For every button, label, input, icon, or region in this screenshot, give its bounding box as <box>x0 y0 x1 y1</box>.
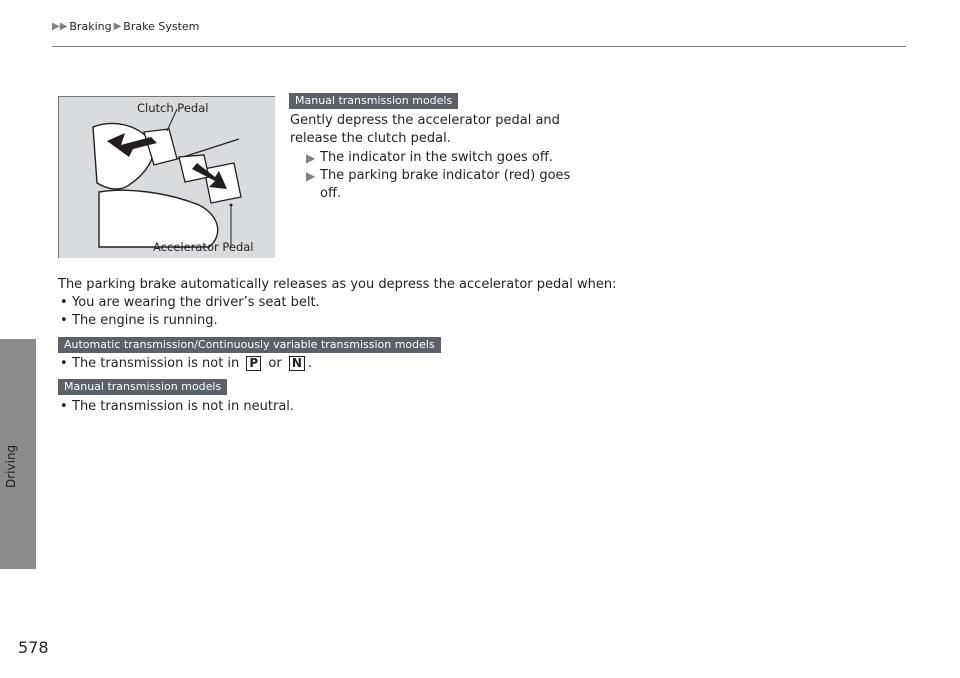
neutral-key: N <box>289 356 305 371</box>
result-arrow-icon: ▶ <box>306 169 316 183</box>
sentence-period: . <box>307 356 312 371</box>
instruction-line-1: Gently depress the accelerator pedal and <box>290 113 560 128</box>
auto-release-intro: The parking brake automatically releases as you depress the accelerator pedal when: <box>58 277 617 292</box>
result-text-1: The indicator in the switch goes off. <box>320 150 553 165</box>
bullet-icon: • <box>60 356 68 371</box>
breadcrumb-arrow-icon: ▶▶ <box>52 21 68 32</box>
accelerator-pedal-label: Accelerator Pedal <box>153 240 254 254</box>
clutch-pedal-label: Clutch Pedal <box>137 101 209 115</box>
result-text-2: The parking brake indicator (red) goes <box>320 168 571 183</box>
breadcrumb <box>52 20 199 33</box>
instruction-line-2: release the clutch pedal. <box>290 131 451 146</box>
pedal-drawing <box>59 97 275 258</box>
list-item <box>60 355 312 373</box>
list-item <box>60 398 294 416</box>
list-item <box>60 294 320 312</box>
breadcrumb-arrow-icon: ▶ <box>113 21 122 32</box>
result-step-2 <box>306 167 570 185</box>
breadcrumb-section[interactable]: Braking <box>69 20 112 33</box>
pedal-illustration <box>58 96 275 258</box>
bullet-icon: • <box>60 313 68 328</box>
list-item-text: The engine is running. <box>72 313 218 328</box>
result-arrow-icon: ▶ <box>306 151 316 165</box>
manual-transmission-tag: Manual transmission models <box>289 93 458 109</box>
list-item-text: You are wearing the driver’s seat belt. <box>72 295 320 310</box>
automatic-transmission-tag: Automatic transmission/Continuously variable transmission models <box>58 337 441 353</box>
bullet-icon: • <box>60 399 68 414</box>
park-key: P <box>246 356 261 371</box>
manual-transmission-tag: Manual transmission models <box>58 379 227 395</box>
transmission-prefix: The transmission is not in <box>72 356 240 371</box>
result-text-2-cont: off. <box>320 186 342 201</box>
or-text: or <box>268 356 282 371</box>
breadcrumb-page[interactable]: Brake System <box>123 20 200 33</box>
bullet-icon: • <box>60 295 68 310</box>
header-divider <box>52 46 906 47</box>
result-step-1 <box>306 149 553 167</box>
list-item-text <box>72 355 312 373</box>
list-item-text: The transmission is not in neutral. <box>72 399 295 414</box>
page-number: 578 <box>18 638 49 657</box>
list-item <box>60 312 218 330</box>
chapter-label: Driving <box>4 444 18 488</box>
